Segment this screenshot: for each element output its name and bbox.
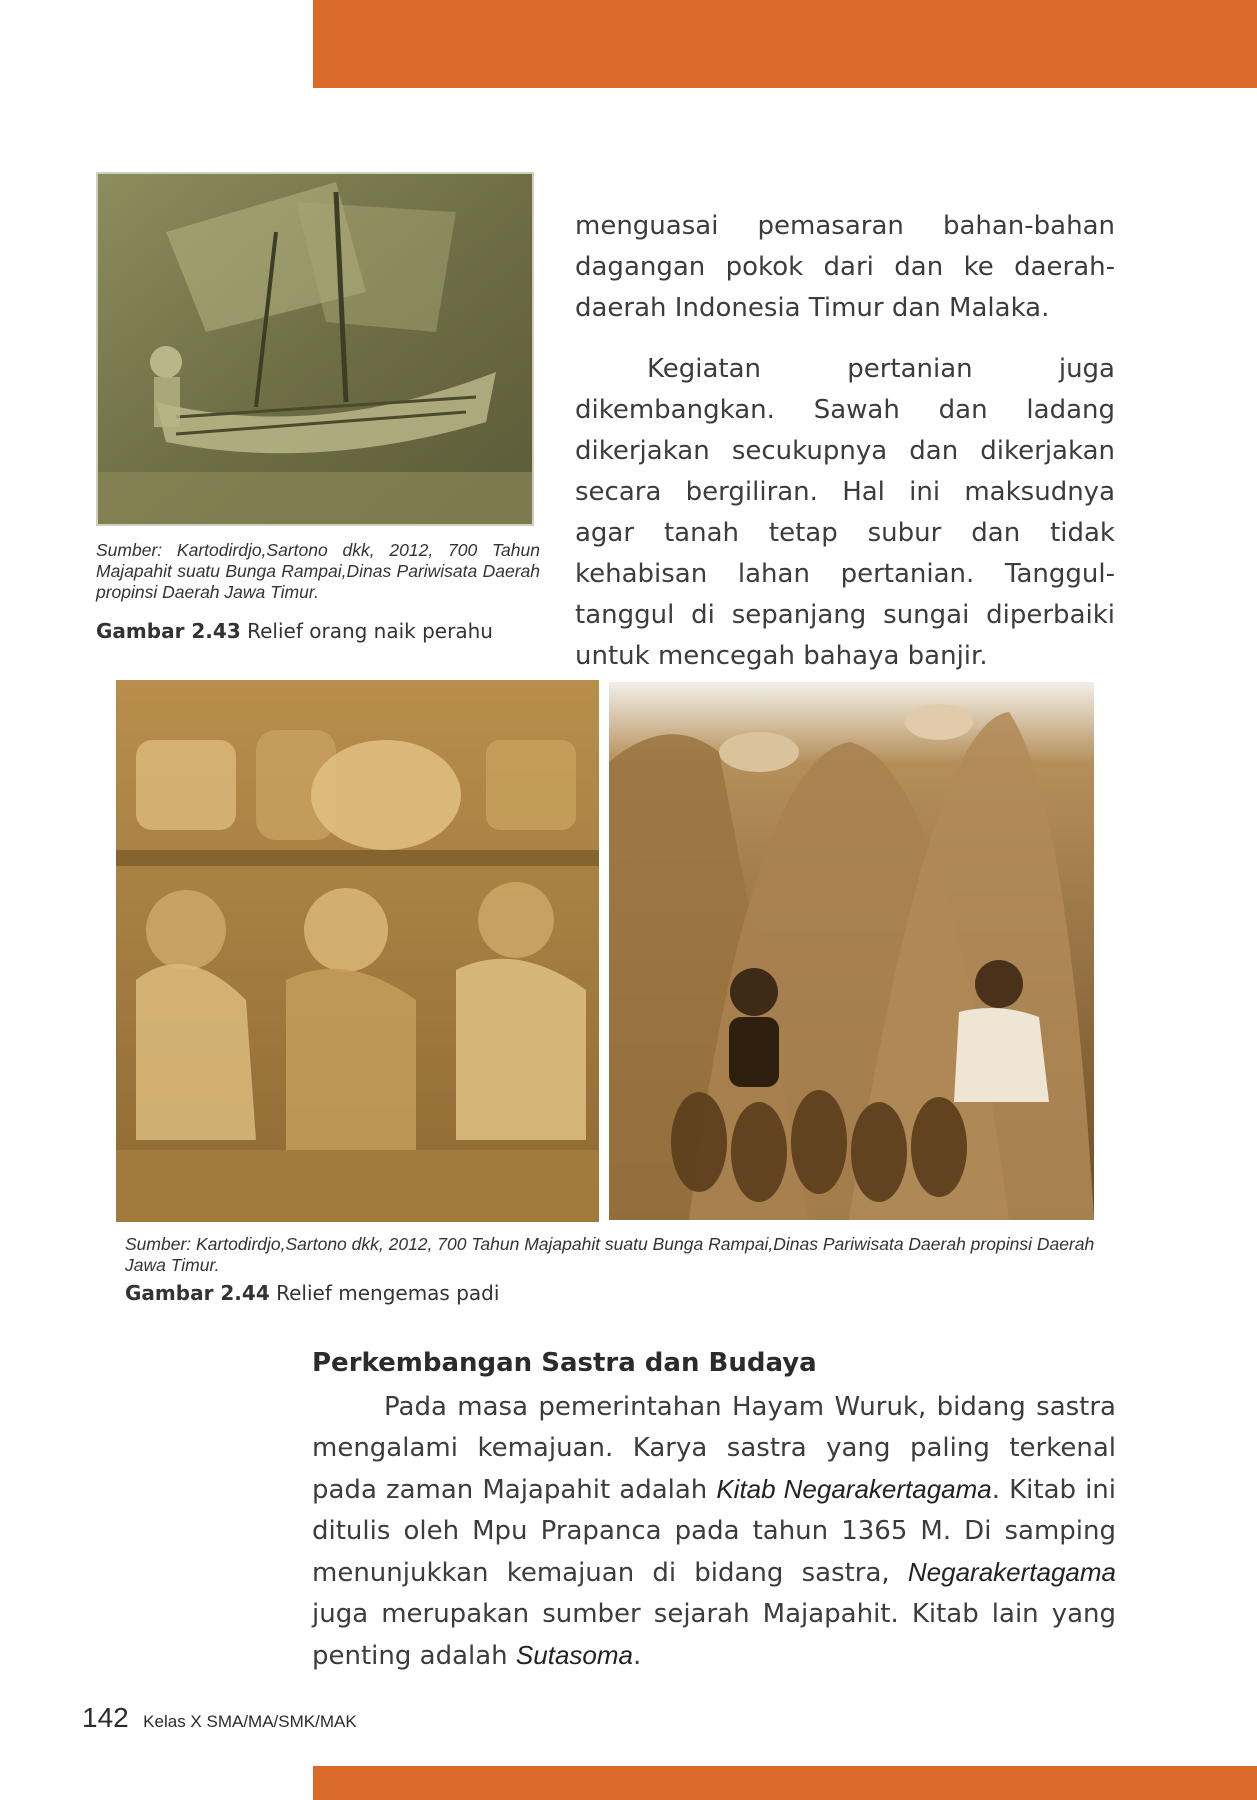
term-sutasoma: Sutasoma xyxy=(515,1640,633,1670)
rice-relief-image xyxy=(116,680,599,1222)
page-number: 142 xyxy=(82,1702,129,1733)
figure-243-caption-text: Relief orang naik perahu xyxy=(247,619,493,643)
paragraph-trade: menguasai pemasaran bahan-bahan dagangan pokok dari dan ke daerah-daerah Indonesia Timur dan Malaka. xyxy=(575,211,1115,323)
book-title: Kelas X SMA/MA/SMK/MAK xyxy=(143,1712,357,1731)
header-bar xyxy=(313,0,1257,88)
figure-243-caption xyxy=(96,619,493,643)
figure-243-source: Sumber: Kartodirdjo,Sartono dkk, 2012, 700 Tahun Majapahit suatu Bunga Rampai,Dinas Pariwisata Daerah propinsi Daerah Jawa Timur. xyxy=(96,540,540,602)
footer-bar xyxy=(313,1766,1257,1800)
literature-text-4: . xyxy=(633,1641,642,1671)
ship-relief-image xyxy=(96,172,534,526)
literature-text-2: . Kitab ini ditulis oleh Mpu Prapanca pada tahun 1365 M. Di samping menunjukkan kemajuan di bidang sastra, xyxy=(312,1475,1117,1588)
literature-text-3: juga merupakan sumber sejarah Majapahit. Kitab lain yang penting adalah xyxy=(312,1599,1116,1671)
figure-244-source: Sumber: Kartodirdjo,Sartono dkk, 2012, 700 Tahun Majapahit suatu Bunga Rampai,Dinas Pariwisata Daerah propinsi Daerah Jawa Timur. xyxy=(125,1234,1095,1275)
paragraph-agriculture: Kegiatan pertanian juga dikembangkan. Sawah dan ladang dikerjakan secukupnya dan dikerjakan secara bergiliran. Hal ini maksudnya agar tanah tetap subur dan tidak kehabisan lahan pertanian. Tanggul-tanggul di sepanjang sungai diperbaiki untuk mencegah bahaya banjir. xyxy=(575,354,1115,671)
literature-text-1: Pada masa pemerintahan Hayam Wuruk, bidang sastra mengalami kemajuan. Karya sastra yang paling terkenal pada zaman Majapahit adalah xyxy=(312,1392,1116,1505)
right-column-text xyxy=(575,206,1115,677)
term-negarakertagama: Negarakertagama xyxy=(907,1557,1116,1587)
page-footer xyxy=(82,1702,357,1734)
section-body xyxy=(312,1387,1116,1677)
section-heading: Perkembangan Sastra dan Budaya xyxy=(312,1348,817,1378)
term-kitab-negarakertagama: Kitab Negarakertagama xyxy=(716,1474,992,1504)
paragraph-literature xyxy=(312,1387,1116,1677)
figure-244-caption xyxy=(125,1281,499,1305)
figure-244-label: Gambar 2.44 xyxy=(125,1281,270,1305)
rice-harvest-photo xyxy=(609,682,1094,1220)
figure-244-caption-text: Relief mengemas padi xyxy=(276,1281,500,1305)
figure-243-label: Gambar 2.43 xyxy=(96,619,241,643)
